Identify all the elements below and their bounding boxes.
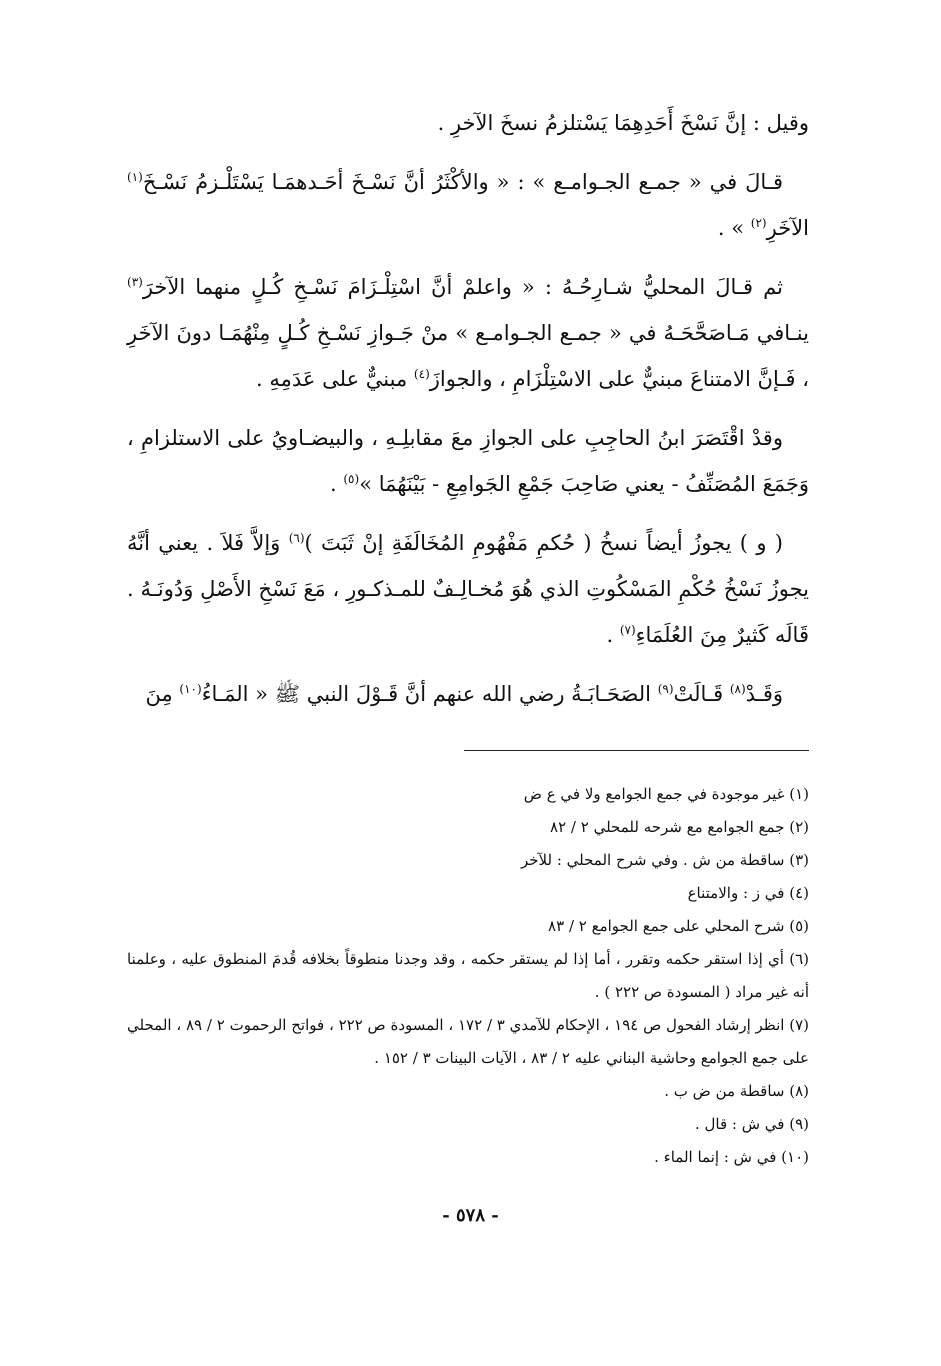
footnote: (٦) أي إذا استقر حكمه وتقرر ، أما إذا لم يستقر حكمه ، وقد وجدنا منطوقاً بخلافه قُدمَ المنطوق عليه ، وعلمنا أنه غير مراد ( المسودة ص ٢٢٢ ) .: [127, 950, 809, 1001]
footnote-marker[interactable]: (٥): [343, 472, 360, 486]
text-run: .: [329, 472, 337, 496]
footnote-marker[interactable]: (٦): [288, 531, 305, 545]
footnote: (٨) ساقطة من ض ب .: [664, 1082, 809, 1100]
text-run: وَقَـدْ: [745, 682, 783, 706]
footnote-marker[interactable]: (١): [127, 170, 143, 184]
footnote-marker[interactable]: (٢): [750, 216, 767, 230]
footnote-marker[interactable]: (٩): [657, 682, 674, 696]
paragraph: [127, 671, 809, 717]
text-run: الآخَرِ: [766, 216, 809, 240]
footnote: (٩) في ش : قال .: [694, 1115, 809, 1133]
paragraph: [127, 100, 809, 146]
footnote-separator: [464, 750, 809, 751]
footnote-marker[interactable]: (٧): [619, 623, 636, 637]
paragraph: [127, 159, 809, 251]
page-number: - ٥٧٨ -: [442, 1205, 499, 1226]
text-run: ثم قـالَ المحليُّ شـارِحُـهُ : « واعلمْ أنَّ اسْتِلْـزَامَ نَسْـخِ كُـلٍ منهما الآخرَ: [142, 275, 783, 299]
text-run: وَإلاَّ فَلاَ . يعني أنَّهُ يجوزُ نَسْخُ حُكْمِ المَسْكُوتِ الذي هُوَ مُخـالِـفٌ للمـذكـورِ ، مَعَ نَسْخِ الأَصْلِ وَدُونَـهُ . قَالَه كَثيرٌ مِنَ العُلَمَاءِ: [127, 531, 809, 647]
footnote: (١) غير موجودة في جمع الجوامع ولا في ع ض: [523, 785, 809, 803]
text-run: وقيل : إنَّ نَسْخَ أَحَدِهِمَا يَسْتلزمُ نسخَ الآخرِ .: [437, 111, 809, 135]
footnote: (٣) ساقطة من ش . وفي شرح المحلي : للآخر: [520, 851, 809, 869]
text-run: ( و ) يجوزُ أيضاً نسخُ ( حُكمِ مَفْهُومِ المُخَالَفَةِ إنْ ثَبَتَ ): [304, 531, 783, 555]
paragraph: [127, 415, 809, 507]
footnote: (١٠) في ش : إنما الماء .: [654, 1148, 809, 1166]
text-run: الصَحَـابَـةُ رضي الله عنهم أنَّ قَـوْلَ النبي ﷺ « المَـاءُ: [201, 682, 651, 706]
footnote: (٧) انظر إرشاد الفحول ص ١٩٤ ، الإحكام للآمدي ٣ / ١٧٢ ، المسودة ص ٢٢٢ ، فواتح الرحموت ٢ / ٨٩ ، المحلي على جمع الجوامع وحاشية البناني عليه ٢ / ٨٣ ، الآيات البينات ٣ / ١٥٢ .: [127, 1016, 810, 1067]
text-run: ينـافي مَـاصَحَّحَـهُ في « جمـع الجـوامـع » منْ جَـوازِ نَسْـخِ كُـلٍ مِنْهُمَـا دونَ الآخَرِ ، فَـإنَّ الامتناعَ مبنيٌّ على الاسْتِلْزَامِ ، والجوازَ: [127, 321, 809, 391]
text-run: .: [606, 623, 614, 647]
text-run: قـالَ في « جمـع الجـوامـع » : « والأكْثَرُ أنَّ نَسْـخَ أحَـدهمَـا يَسْتَلْـزمُ نَسْـخَ: [142, 170, 783, 194]
footnote: (٤) في ز : والامتناع: [687, 884, 809, 902]
footnotes: [127, 778, 809, 1174]
footnote-marker[interactable]: (٣): [127, 275, 143, 289]
main-text: [127, 100, 809, 730]
paragraph: [127, 520, 809, 658]
footnote-marker[interactable]: (٨): [729, 682, 746, 696]
footnote: (٢) جمع الجوامع مع شرحه للمحلي ٢ / ٨٢: [550, 818, 809, 836]
text-run: مِنَ: [145, 682, 173, 706]
footnote: (٥) شرح المحلي على جمع الجوامع ٢ / ٨٣: [548, 917, 809, 935]
footnote-marker[interactable]: (٤): [413, 367, 430, 381]
text-run: قَـالَتْ: [673, 682, 724, 706]
text-run: » .: [717, 216, 745, 240]
paragraph: [127, 264, 809, 402]
text-run: وقدْ اقْتَصَرَ ابنُ الحاجِبِ على الجوازِ معَ مقابلِـهِ ، والبيضـاويُ على الاستلزامِ ، وَجَمَعَ المُصَنِّفُ - يعني صَاحِبَ جَمْعِ الجَوامِعِ - بَيْنَهُمَا »: [127, 426, 809, 496]
text-run: مبنيٌّ على عَدَمِهِ .: [256, 367, 408, 391]
footnote-marker[interactable]: (١٠): [179, 682, 202, 696]
